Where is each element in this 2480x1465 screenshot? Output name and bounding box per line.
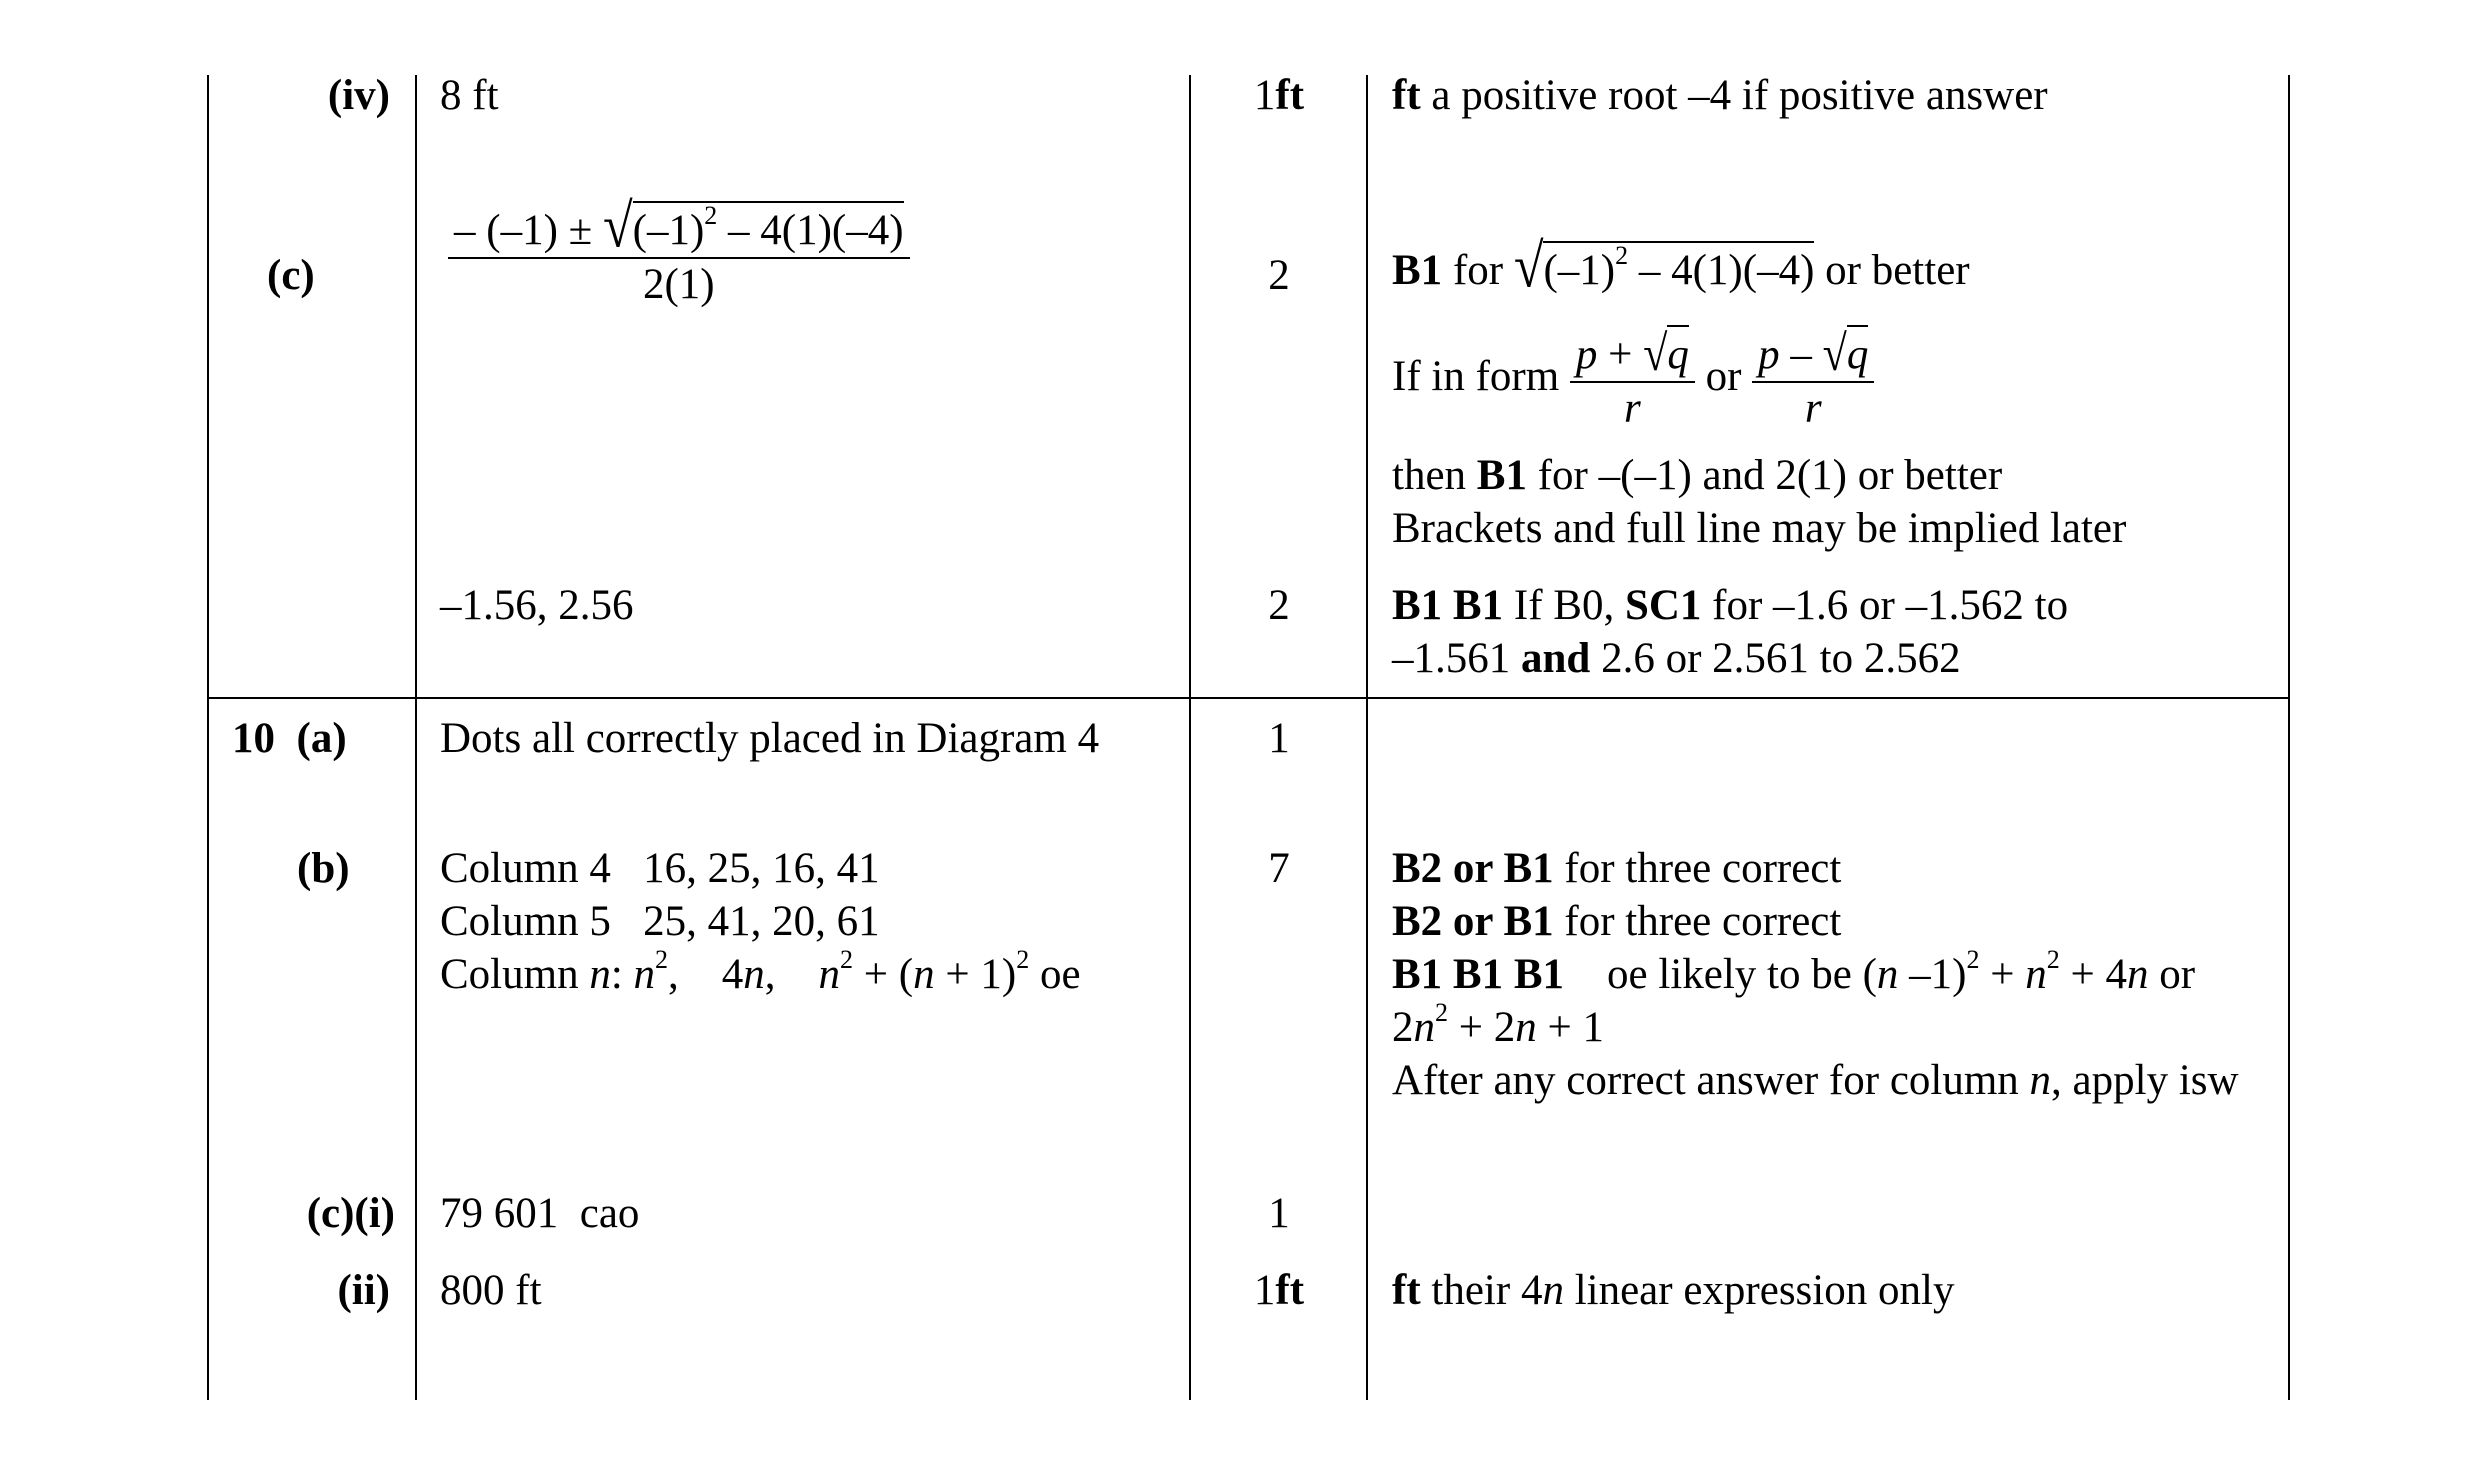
column-divider-1 [415,75,417,1400]
note-iv: ft a positive root –4 if positive answer [1392,72,2048,119]
note-c-5: B1 B1 If B0, SC1 for –1.6 or –1.562 to [1392,582,2069,629]
question-separator [207,697,2290,699]
part-label-ci: (c)(i) [306,1190,395,1237]
part-label-iv: (iv) [327,72,390,119]
note-b-2: B2 or B1 for three correct [1392,898,1842,945]
mark-ii: 1ft [1253,1267,1305,1314]
question-label-10a: 10 (a) [232,715,347,762]
mark-ci: 1 [1268,1190,1290,1237]
column-divider-2 [1189,75,1191,1400]
mark-c-roots: 2 [1268,582,1290,629]
mark-b: 7 [1268,845,1290,892]
note-c-6: –1.561 and 2.6 or 2.561 to 2.562 [1392,635,1961,682]
answer-c-roots: –1.56, 2.56 [440,582,634,629]
table-border-right [2288,75,2290,1400]
quadratic-formula [448,191,910,311]
note-c-3: then B1 for –(–1) and 2(1) or better [1392,452,2003,499]
answer-ci: 79 601 cao [440,1190,640,1237]
note-c-1: B1 for $√(-1)^2 - 4(1)(-4)$ or better [1392,231,1970,301]
note-b-4: $2n^2 + 2n + 1$ [1392,998,1605,1051]
column-divider-3 [1366,75,1368,1400]
note-b-1: B2 or B1 for three correct [1392,845,1842,892]
mark-iv: 1ft [1253,72,1305,119]
answer-10a: Dots all correctly placed in Diagram 4 [440,715,1100,762]
note-b-5: After any correct answer for column n, apply isw [1392,1057,2239,1104]
answer-ii: 800 ft [440,1267,542,1314]
mark-c: 2 [1268,252,1290,299]
answer-b-3: Column n: $n^2$, 4n, $n^2 + (n + 1)^2$ oe [440,945,1081,998]
table-border-left [207,75,209,1400]
formula-fraction: $\frac{- (-1) \pm √(-1)^2 - 4(1)(-4)}{2(1)}$ [448,200,910,311]
answer-b-2: Column 5 25, 41, 20, 61 [440,898,880,945]
mark-10a: 1 [1268,715,1290,762]
part-label-ii: (ii) [337,1267,390,1314]
note-ii: ft their 4n linear expression only [1392,1267,1955,1314]
answer-iv: 8 ft [440,72,499,119]
note-c-2: If in form $\frac{p + √q}{r}$ or $\frac{p - √q}{r}$ [1392,325,1874,435]
part-label-c: (c) [267,252,315,299]
part-label-b: (b) [297,845,350,892]
answer-b-1: Column 4 16, 25, 16, 41 [440,845,880,892]
note-b-3: B1 B1 B1 oe likely to be (n $-1)^2 + n^2 + 4n$ or [1392,945,2196,998]
note-c-4: Brackets and full line may be implied later [1392,505,2127,552]
